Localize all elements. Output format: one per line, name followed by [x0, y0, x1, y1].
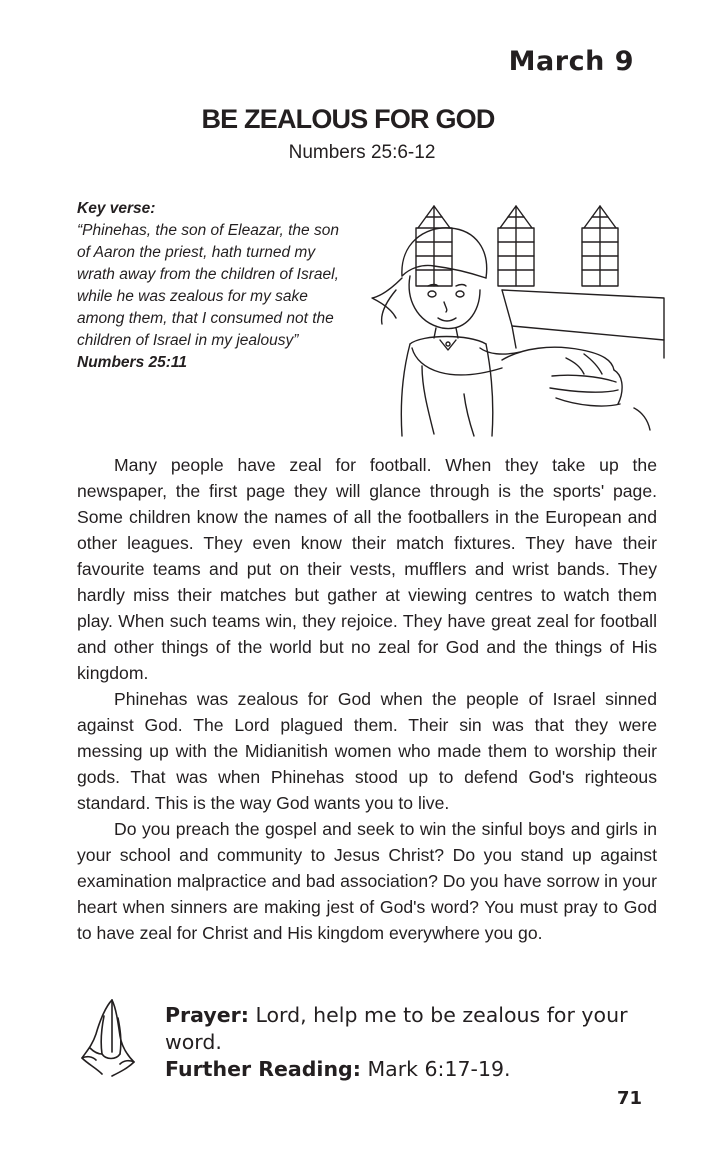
sink-counter [502, 290, 664, 358]
page-title: BE ZEALOUS FOR GOD [201, 104, 495, 134]
further-reading-line [165, 1056, 635, 1083]
key-verse-reference: Numbers 25:11 [77, 354, 187, 371]
window-left [416, 206, 452, 286]
prayer-block [165, 1002, 635, 1083]
key-verse-block [77, 198, 347, 374]
prayer-text: Lord, help me to be zealous for your word. [165, 1003, 628, 1054]
body-paragraph: Do you preach the gospel and seek to win the sinful boys and girls in your school and community to Jesus Christ? Do you stand up against examination malpractice and bad association? Do you have sorrow in your heart when sinners are making jest of God's word? You must pray to God to have zeal for Christ and His kingdom everywhere you go. [77, 819, 657, 943]
body-paragraph: Phinehas was zealous for God when the people of Israel sinned against God. The Lord plagued them. Their sin was that they were messing up with the Midianitish women who made them to worship their gods. That was when Phinehas stood up to defend God's righteous standard. This is the way God wants you to live. [77, 689, 657, 813]
devotional-body [77, 452, 657, 946]
praying-hands-icon [76, 996, 140, 1078]
prayer-label: Prayer: [165, 1003, 249, 1027]
girl-washing-hands-illustration [352, 198, 668, 438]
page-date: March 9 [508, 46, 634, 77]
scripture-reference: Numbers 25:6-12 [288, 142, 436, 163]
window-right [582, 206, 618, 286]
page-number: 71 [616, 1088, 642, 1109]
key-verse-text: “Phinehas, the son of Eleazar, the son of Aaron the priest, hath turned my wrath away from the children of Israel, while he was zealous for my sake among them, that I consumed not the children of Israel in my jealousy” [77, 222, 339, 349]
prayer-line [165, 1002, 635, 1056]
key-verse-label: Key verse: [77, 200, 156, 217]
window-middle [498, 206, 534, 286]
further-reading-text: Mark 6:17-19. [367, 1057, 511, 1081]
girl-figure [372, 228, 650, 436]
further-reading-label: Further Reading: [165, 1057, 361, 1081]
body-paragraph: Many people have zeal for football. When they take up the newspaper, the first page they will glance through is the sports' page. Some children know the names of all the footballers in the European and other leagues. They even know their match fixtures. They have their favourite teams and put on their vests, mufflers and wrist bands. They hardly miss their matches but gather at viewing centres to watch them play. When such teams win, they rejoice. They have great zeal for football and other things of the world but no zeal for God and the things of His kingdom. [77, 455, 657, 683]
